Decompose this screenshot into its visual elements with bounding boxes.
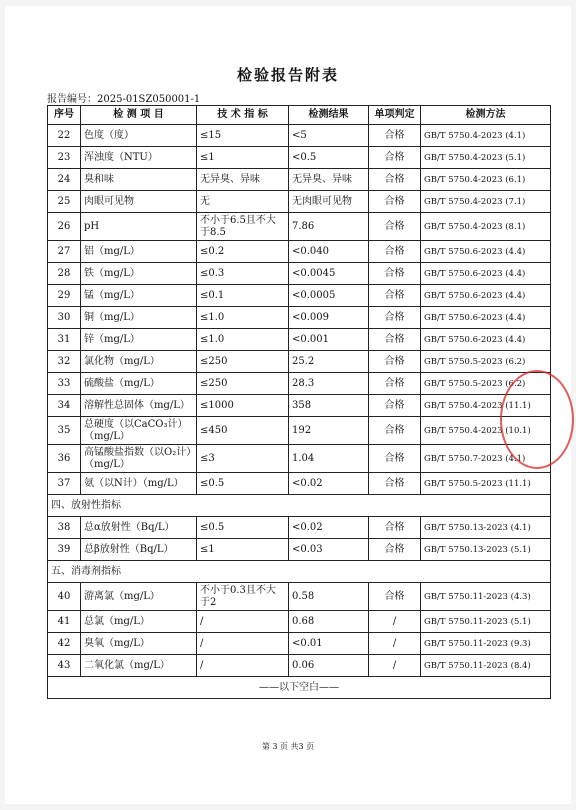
inspection-table bbox=[47, 105, 551, 699]
row-number: 29 bbox=[48, 285, 81, 307]
row-result: <0.5 bbox=[289, 147, 369, 169]
table-row bbox=[48, 395, 551, 417]
row-method: GB/T 5750.6-2023 (4.4) bbox=[421, 241, 551, 263]
table-body-disinfect bbox=[48, 583, 551, 677]
row-spec: ≤1 bbox=[197, 539, 289, 561]
row-judgement: 合格 bbox=[369, 213, 421, 241]
row-result: <0.040 bbox=[289, 241, 369, 263]
row-spec: ≤0.5 bbox=[197, 517, 289, 539]
row-result: 28.3 bbox=[289, 373, 369, 395]
row-spec: ≤0.2 bbox=[197, 241, 289, 263]
row-item: 溶解性总固体（mg/L） bbox=[81, 395, 197, 417]
table-body-radio-section bbox=[48, 495, 551, 517]
row-result: <0.02 bbox=[289, 517, 369, 539]
row-method: GB/T 5750.6-2023 (4.4) bbox=[421, 329, 551, 351]
row-method: GB/T 5750.11-2023 (4.3) bbox=[421, 583, 551, 611]
table-row bbox=[48, 539, 551, 561]
row-number: 31 bbox=[48, 329, 81, 351]
row-item: 铜（mg/L） bbox=[81, 307, 197, 329]
row-number: 36 bbox=[48, 445, 81, 473]
row-judgement: 合格 bbox=[369, 517, 421, 539]
row-number: 35 bbox=[48, 417, 81, 445]
report-number: 报告编号：2025-01SZ050001-1 bbox=[47, 94, 201, 105]
table-row bbox=[48, 583, 551, 611]
table-row bbox=[48, 285, 551, 307]
row-method: GB/T 5750.4-2023 (10.1) bbox=[421, 417, 551, 445]
row-spec: ≤3 bbox=[197, 445, 289, 473]
row-judgement: 合格 bbox=[369, 263, 421, 285]
row-judgement: 合格 bbox=[369, 373, 421, 395]
row-judgement: / bbox=[369, 633, 421, 655]
header-spec: 技 术 指 标 bbox=[197, 106, 289, 125]
table-row bbox=[48, 655, 551, 677]
row-item: 铝（mg/L） bbox=[81, 241, 197, 263]
row-judgement: 合格 bbox=[369, 285, 421, 307]
section-row bbox=[48, 561, 551, 583]
row-spec: / bbox=[197, 611, 289, 633]
header-result: 检测结果 bbox=[289, 106, 369, 125]
row-item: 高锰酸盐指数（以O₂计）（mg/L） bbox=[81, 445, 197, 473]
row-judgement: 合格 bbox=[369, 241, 421, 263]
page-title: 检验报告附表 bbox=[236, 66, 339, 84]
row-item: pH bbox=[81, 213, 197, 241]
row-judgement: / bbox=[369, 611, 421, 633]
row-spec: ≤250 bbox=[197, 351, 289, 373]
table-row bbox=[48, 473, 551, 495]
row-method: GB/T 5750.5-2023 (6.2) bbox=[421, 351, 551, 373]
row-method: GB/T 5750.5-2023 (11.1) bbox=[421, 473, 551, 495]
row-result: <0.01 bbox=[289, 633, 369, 655]
row-judgement: 合格 bbox=[369, 351, 421, 373]
row-item: 游离氯（mg/L） bbox=[81, 583, 197, 611]
row-number: 24 bbox=[48, 169, 81, 191]
row-result: <0.001 bbox=[289, 329, 369, 351]
row-spec: ≤1.0 bbox=[197, 307, 289, 329]
row-method: GB/T 5750.4-2023 (6.1) bbox=[421, 169, 551, 191]
row-spec: 无 bbox=[197, 191, 289, 213]
row-number: 40 bbox=[48, 583, 81, 611]
table-row bbox=[48, 633, 551, 655]
table-body-end bbox=[48, 677, 551, 699]
row-number: 25 bbox=[48, 191, 81, 213]
row-result: <0.009 bbox=[289, 307, 369, 329]
row-number: 22 bbox=[48, 125, 81, 147]
row-spec: ≤1000 bbox=[197, 395, 289, 417]
table-row bbox=[48, 191, 551, 213]
row-number: 30 bbox=[48, 307, 81, 329]
row-judgement: 合格 bbox=[369, 329, 421, 351]
table-row bbox=[48, 445, 551, 473]
table-row bbox=[48, 517, 551, 539]
table-header-row bbox=[48, 106, 551, 125]
table-row bbox=[48, 263, 551, 285]
row-item: 总β放射性（Bq/L） bbox=[81, 539, 197, 561]
row-spec: ≤1.0 bbox=[197, 329, 289, 351]
row-item: 肉眼可见物 bbox=[81, 191, 197, 213]
row-spec: / bbox=[197, 655, 289, 677]
row-judgement: 合格 bbox=[369, 445, 421, 473]
row-result: 192 bbox=[289, 417, 369, 445]
row-result: <0.0045 bbox=[289, 263, 369, 285]
table-row bbox=[48, 417, 551, 445]
row-item: 总氯（mg/L） bbox=[81, 611, 197, 633]
row-method: GB/T 5750.4-2023 (7.1) bbox=[421, 191, 551, 213]
row-spec: ≤0.5 bbox=[197, 473, 289, 495]
row-method: GB/T 5750.7-2023 (4.1) bbox=[421, 445, 551, 473]
row-item: 臭和味 bbox=[81, 169, 197, 191]
page-footer: 第 3 页 共3 页 bbox=[261, 742, 315, 751]
row-item: 总硬度（以CaCO₃计）（mg/L） bbox=[81, 417, 197, 445]
header-judge: 单项判定 bbox=[369, 106, 421, 125]
row-item: 总α放射性（Bq/L） bbox=[81, 517, 197, 539]
table-row bbox=[48, 241, 551, 263]
row-judgement: 合格 bbox=[369, 473, 421, 495]
row-number: 33 bbox=[48, 373, 81, 395]
row-number: 34 bbox=[48, 395, 81, 417]
row-spec: 不小于0.3且不大于2 bbox=[197, 583, 289, 611]
row-result: 无肉眼可见物 bbox=[289, 191, 369, 213]
row-item: 铁（mg/L） bbox=[81, 263, 197, 285]
row-judgement: 合格 bbox=[369, 147, 421, 169]
row-method: GB/T 5750.11-2023 (5.1) bbox=[421, 611, 551, 633]
table-body-disinfect-section bbox=[48, 561, 551, 583]
row-judgement: 合格 bbox=[369, 395, 421, 417]
row-item: 锌（mg/L） bbox=[81, 329, 197, 351]
header-method: 检测方法 bbox=[421, 106, 551, 125]
row-number: 41 bbox=[48, 611, 81, 633]
section-row bbox=[48, 495, 551, 517]
row-result: <0.0005 bbox=[289, 285, 369, 307]
row-number: 38 bbox=[48, 517, 81, 539]
row-spec: ≤250 bbox=[197, 373, 289, 395]
row-spec: ≤450 bbox=[197, 417, 289, 445]
section-radio-heading: 四、放射性指标 bbox=[48, 495, 551, 517]
row-judgement: 合格 bbox=[369, 307, 421, 329]
row-method: GB/T 5750.6-2023 (4.4) bbox=[421, 263, 551, 285]
table-body-main bbox=[48, 125, 551, 495]
row-method: GB/T 5750.4-2023 (5.1) bbox=[421, 147, 551, 169]
row-result: 358 bbox=[289, 395, 369, 417]
table-row bbox=[48, 147, 551, 169]
row-item: 氯化物（mg/L） bbox=[81, 351, 197, 373]
table-body-radio bbox=[48, 517, 551, 561]
row-result: 0.68 bbox=[289, 611, 369, 633]
row-judgement: 合格 bbox=[369, 417, 421, 445]
row-method: GB/T 5750.4-2023 (4.1) bbox=[421, 125, 551, 147]
row-method: GB/T 5750.13-2023 (5.1) bbox=[421, 539, 551, 561]
row-number: 42 bbox=[48, 633, 81, 655]
row-number: 39 bbox=[48, 539, 81, 561]
row-method: GB/T 5750.6-2023 (4.4) bbox=[421, 307, 551, 329]
row-method: GB/T 5750.13-2023 (4.1) bbox=[421, 517, 551, 539]
row-number: 32 bbox=[48, 351, 81, 373]
header-item: 检 测 项 目 bbox=[81, 106, 197, 125]
table-row bbox=[48, 329, 551, 351]
row-result: 无异臭、异味 bbox=[289, 169, 369, 191]
row-spec: / bbox=[197, 633, 289, 655]
row-number: 28 bbox=[48, 263, 81, 285]
row-item: 氨（以N计）（mg/L） bbox=[81, 473, 197, 495]
row-judgement: / bbox=[369, 655, 421, 677]
end-row bbox=[48, 677, 551, 699]
row-judgement: 合格 bbox=[369, 539, 421, 561]
row-result: <5 bbox=[289, 125, 369, 147]
row-method: GB/T 5750.4-2023 (8.1) bbox=[421, 213, 551, 241]
row-result: <0.02 bbox=[289, 473, 369, 495]
row-item: 硫酸盐（mg/L） bbox=[81, 373, 197, 395]
row-judgement: 合格 bbox=[369, 125, 421, 147]
table-row bbox=[48, 373, 551, 395]
row-number: 43 bbox=[48, 655, 81, 677]
table-row bbox=[48, 611, 551, 633]
header-no: 序号 bbox=[48, 106, 81, 125]
row-method: GB/T 5750.11-2023 (9.3) bbox=[421, 633, 551, 655]
row-result: <0.03 bbox=[289, 539, 369, 561]
row-spec: ≤0.3 bbox=[197, 263, 289, 285]
row-spec: 无异臭、异味 bbox=[197, 169, 289, 191]
row-spec: ≤1 bbox=[197, 147, 289, 169]
table-row bbox=[48, 307, 551, 329]
row-number: 37 bbox=[48, 473, 81, 495]
row-judgement: 合格 bbox=[369, 191, 421, 213]
row-judgement: 合格 bbox=[369, 169, 421, 191]
row-item: 浑浊度（NTU） bbox=[81, 147, 197, 169]
table-row bbox=[48, 213, 551, 241]
row-method: GB/T 5750.5-2023 (6.2) bbox=[421, 373, 551, 395]
end-note: ——以下空白—— bbox=[48, 677, 551, 699]
row-judgement: 合格 bbox=[369, 583, 421, 611]
row-result: 0.06 bbox=[289, 655, 369, 677]
row-number: 23 bbox=[48, 147, 81, 169]
row-method: GB/T 5750.6-2023 (4.4) bbox=[421, 285, 551, 307]
section-disinfect-heading: 五、消毒剂指标 bbox=[48, 561, 551, 583]
row-result: 25.2 bbox=[289, 351, 369, 373]
row-number: 27 bbox=[48, 241, 81, 263]
row-item: 色度（度） bbox=[81, 125, 197, 147]
row-result: 1.04 bbox=[289, 445, 369, 473]
row-result: 7.86 bbox=[289, 213, 369, 241]
table-row bbox=[48, 125, 551, 147]
row-method: GB/T 5750.11-2023 (8.4) bbox=[421, 655, 551, 677]
row-item: 二氧化氯（mg/L） bbox=[81, 655, 197, 677]
row-item: 臭氧（mg/L） bbox=[81, 633, 197, 655]
row-number: 26 bbox=[48, 213, 81, 241]
row-spec: 不小于6.5且不大于8.5 bbox=[197, 213, 289, 241]
table-row bbox=[48, 351, 551, 373]
row-item: 锰（mg/L） bbox=[81, 285, 197, 307]
table-row bbox=[48, 169, 551, 191]
row-method: GB/T 5750.4-2023 (11.1) bbox=[421, 395, 551, 417]
row-spec: ≤15 bbox=[197, 125, 289, 147]
row-spec: ≤0.1 bbox=[197, 285, 289, 307]
row-result: 0.58 bbox=[289, 583, 369, 611]
